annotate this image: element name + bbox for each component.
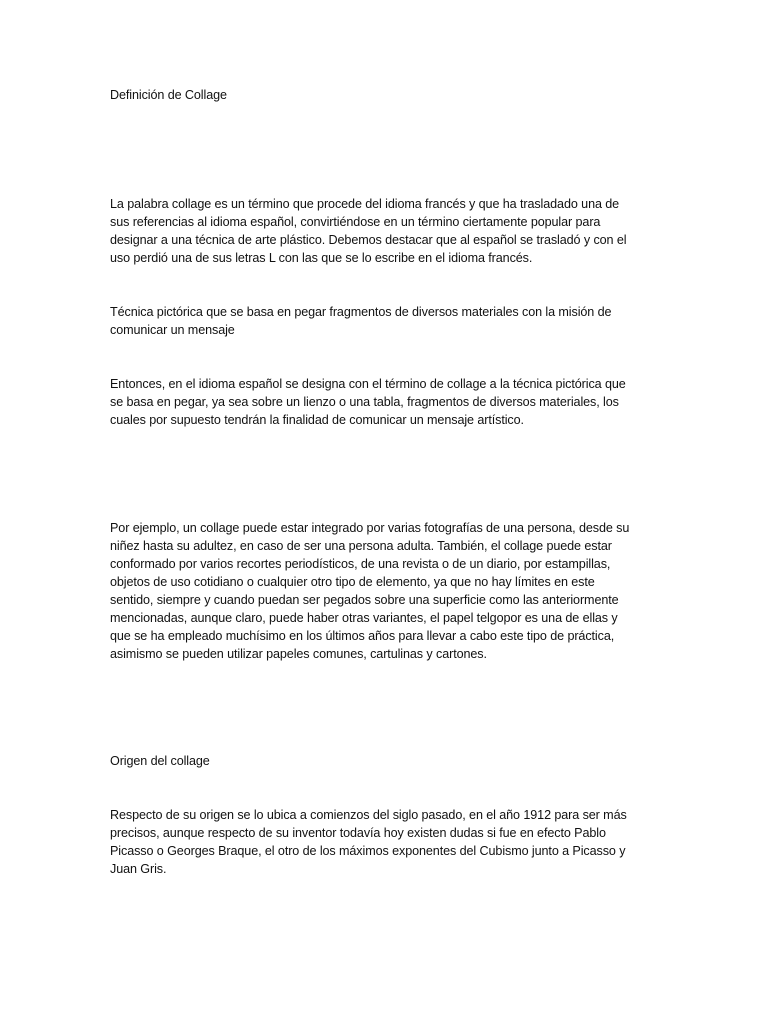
paragraph-technique-definition: Entonces, en el idioma español se designa con el término de collage a la técnica pictórica que se basa en pegar, ya sea sobre un lienzo o una tabla, fragmentos de diversos materiales, los cuales por supuesto tendrán la finalidad de comunicar un mensaje artístico. (110, 377, 626, 427)
paragraph-history: Respecto de su origen se lo ubica a comienzos del siglo pasado, en el año 1912 para ser más precisos, aunque respecto de su inventor todavía hoy existen dudas si fue en efecto Pablo Picasso o Georges Braque, el otro de los máximos exponentes del Cubismo junto a Picasso y Juan Gris. (110, 808, 627, 876)
paragraph-examples: Por ejemplo, un collage puede estar integrado por varias fotografías de una persona, desde su niñez hasta su adultez, en caso de ser una persona adulta. También, el collage puede estar conformado por varios recortes periodísticos, de una revista o de un diario, por estampillas, objetos de uso cotidiano o cualquier otro tipo de elemento, ya que no hay límites en este sentido, siempre y cuando puedan ser pegados sobre una superficie como las anteriormente mencionadas, aunque claro, puede haber otras variantes, el papel telgopor es una de ellas y que se ha empleado muchísimo en los últimos años para llevar a cabo este tipo de práctica, asimismo se pueden utilizar papeles comunes, cartulinas y cartones. (110, 521, 630, 661)
paragraph-term-origin: La palabra collage es un término que procede del idioma francés y que ha trasladado una de sus referencias al idioma español, convirtiéndose en un término ciertamente popular para designar a una técnica de arte plástico. Debemos destacar que al español se trasladó y con el uso perdió una de sus letras L con las que se lo escribe en el idioma francés. (110, 197, 627, 265)
heading-definicion: Definición de Collage (110, 88, 227, 102)
heading-origen: Origen del collage (110, 754, 210, 768)
paragraph-technique-summary: Técnica pictórica que se basa en pegar fragmentos de diversos materiales con la misión de comunicar un mensaje (110, 305, 612, 337)
